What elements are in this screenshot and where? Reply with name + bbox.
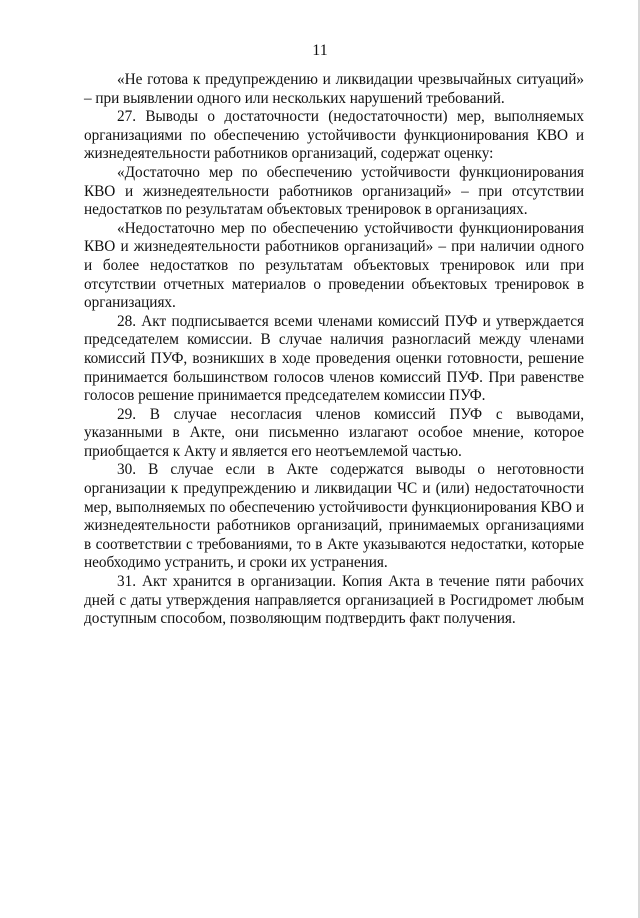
paragraph-sufficient-measures: «Достаточно мер по обеспечению устойчивости функционирования КВО и жизнедеятельности работников организаций» – при отсутствии недостатков по результатам объектовых тренировок в организациях. bbox=[84, 163, 584, 219]
paragraph-27-conclusions: 27. Выводы о достаточности (недостаточности) мер, выполняемых организациями по обеспечению устойчивости функционирования КВО и жизнедеятельности работников организаций, содержат оценку: bbox=[84, 108, 584, 163]
document-body bbox=[84, 71, 584, 629]
paragraph-not-ready-assessment: «Не готова к предупреждению и ликвидации чрезвычайных ситуаций» – при выявлении одного или нескольких нарушений требований. bbox=[84, 71, 584, 107]
paragraph-31-storage: 31. Акт хранится в организации. Копия Акта в течение пяти рабочих дней с даты утверждения направляется организацией в Росгидромет любым доступным способом, позволяющим подтвердить факт получения. bbox=[84, 573, 584, 628]
paragraph-30-deficiencies: 30. В случае если в Акте содержатся выводы о неготовности организации к предупреждению и ликвидации ЧС и (или) недостаточности мер, выполняемых по обеспечению устойчивости функционирования КВО и жизнедеятельности работников организаций, принимаемых организациями в соответствии с требованиями, то в Акте указываются недостатки, которые необходимо устранить, и сроки их устранения. bbox=[84, 461, 584, 572]
paragraph-28-signing: 28. Акт подписывается всеми членами комиссий ПУФ и утверждается председателем комиссии. В случае наличия разногласий между членами комиссий ПУФ, возникших в ходе проведения оценки готовности, решение принимается большинством голосов членов комиссий ПУФ. При равенстве голосов решение принимается председателем комиссии ПУФ. bbox=[84, 312, 584, 405]
paragraph-insufficient-measures: «Недостаточно мер по обеспечению устойчивости функционирования КВО и жизнедеятельности работников организаций» – при наличии одного и более недостатков по результатам объектовых тренировок или при отсутствии отчетных материалов о проведении объектовых тренировок в организациях. bbox=[84, 219, 584, 312]
page-number: 11 bbox=[312, 42, 328, 59]
paragraph-29-disagreement: 29. В случае несогласия членов комиссий ПУФ с выводами, указанными в Акте, они письменно излагают особое мнение, которое приобщается к Акту и является его неотъемлемой частью. bbox=[84, 405, 584, 460]
